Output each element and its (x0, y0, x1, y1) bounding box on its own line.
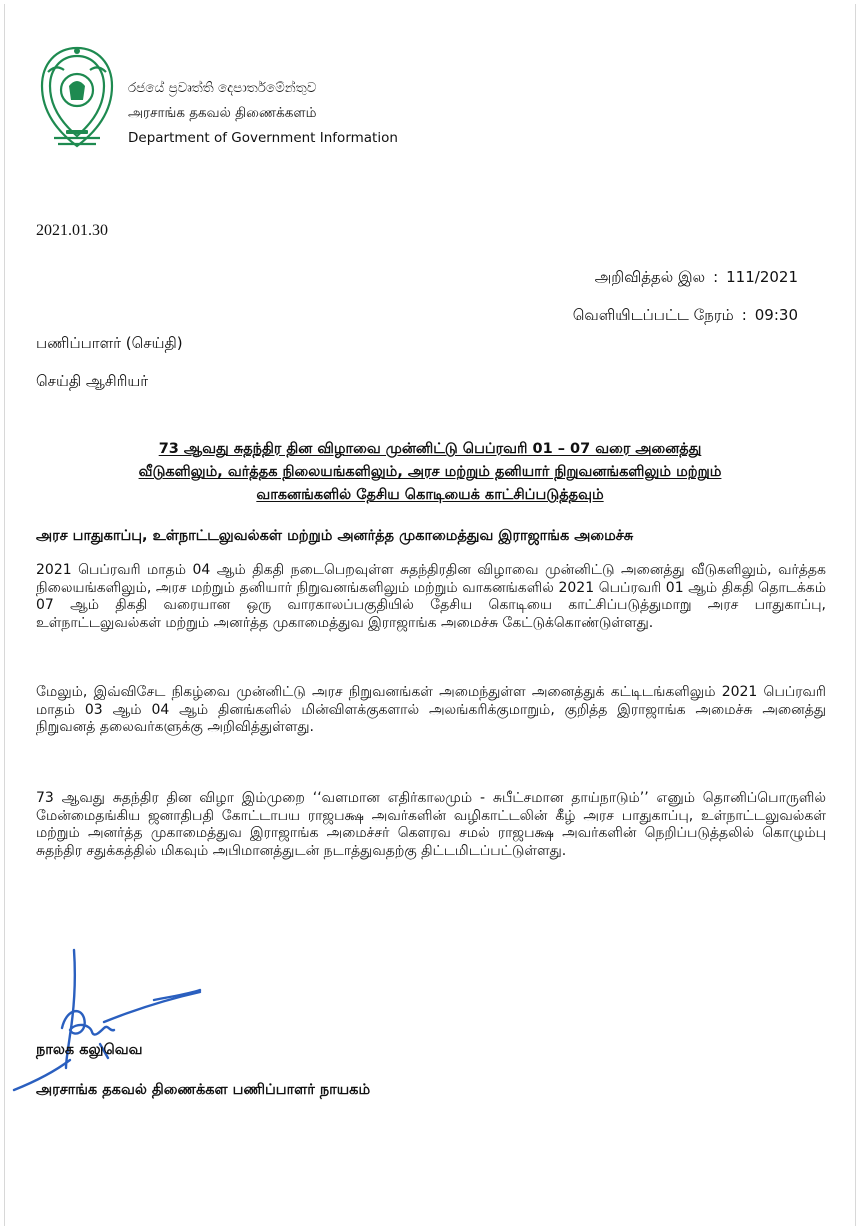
signer-name: நாலக கலுவெவ (36, 1042, 143, 1058)
department-name-sinhala: රජයේ ප්‍රවෘත්ති දෙපාර්තමේන්තුව (128, 80, 317, 96)
release-time-label: வெளியிடப்பட்ட நேரம் (572, 306, 734, 324)
signature-icon (4, 940, 204, 1100)
notice-number-value: 111/2021 (726, 268, 798, 286)
signer-title: அரசாங்க தகவல் திணைக்கள பணிப்பாளர் நாயகம் (36, 1082, 371, 1098)
title-line: 73 ஆவது சுதந்திர தின விழாவை முன்னிட்டு பெப்ரவரி 01 – 07 வரை அனைத்து (158, 441, 702, 457)
notice-number-row (573, 258, 798, 296)
ministry-heading: அரச பாதுகாப்பு, உள்நாட்டலுவல்கள் மற்றும் அனர்த்த முகாமைத்துவ இராஜாங்க அமைச்சு (36, 528, 634, 544)
notice-number-label: அறிவித்தல் இல (594, 268, 706, 286)
title-line: வீடுகளிலும், வர்த்தக நிலையங்களிலும், அரச மற்றும் தனியார் நிறுவனங்களிலும் மற்றும் (138, 464, 722, 480)
title-line: வாகனங்களில் தேசிய கொடியைக் காட்சிப்படுத்தவும் (256, 487, 604, 503)
addressee-director: பணிப்பாளர் (செய்தி) (36, 334, 183, 352)
release-time-value: 09:30 (754, 306, 798, 324)
time-separator: : (741, 306, 747, 324)
department-name-tamil: அரசாங்க தகவல் திணைக்களம் (128, 105, 317, 121)
paragraph-2: மேலும், இவ்விசேட நிகழ்வை முன்னிட்டு அரச நிறுவனங்கள் அமைந்துள்ள அனைத்துக் கட்டிடங்களிலும் 2021 பெப்ரவரி மாதம் 03 ஆம் 04 ஆம் தினங்களில் மின்விளக்குகளால் அலங்கரிக்குமாறும், குறித்த இராஜாங்க அமைச்சு அனைத்து நிறுவனத் தலைவர்களுக்கு அறிவித்துள்ளது. (36, 684, 826, 735)
department-name-english: Department of Government Information (128, 130, 398, 146)
reference-block (573, 258, 798, 334)
emblem-icon (36, 42, 118, 154)
paragraph-3: 73 ஆவது சுதந்திர தின விழா இம்முறை ‘‘வளமான எதிர்காலமும் - சுபீட்சமான தாய்நாடும்’’ எனும் தொனிப்பொருளில் மேன்மைதங்கிய ஜனாதிபதி கோட்டாபய ராஜபக்ஷ அவர்களின் வழிகாட்டலின் கீழ் அரச பாதுகாப்பு, உள்நாட்டலுவல்கள் மற்றும் அனர்த்த முகாமைத்துவ இராஜாங்க அமைச்சர் கௌரவ சமல் ராஜபக்ஷ அவர்களின் நெறிப்படுத்தலில் கொழும்பு சுதந்திர சதுக்கத்தில் மிகவும் அபிமானத்துடன் நடாத்துவதற்கு திட்டமிடப்பட்டுள்ளது. (36, 790, 826, 859)
release-time-row (573, 296, 798, 334)
document-date: 2021.01.30 (36, 222, 108, 239)
letterhead (128, 76, 398, 151)
notice-title (60, 438, 800, 507)
addressee-editor: செய்தி ஆசிரியர் (36, 372, 149, 390)
notice-separator: : (713, 268, 719, 286)
paragraph-1: 2021 பெப்ரவரி மாதம் 04 ஆம் திகதி நடைபெறவுள்ள சுதந்திரதின விழாவை முன்னிட்டு அனைத்து வீடுகளிலும், வர்த்தக நிலையங்களிலும், அரச மற்றும் தனியார் நிறுவனங்களிலும் மற்றும் வாகனங்களில் 2021 பெப்ரவரி 01 ஆம் திகதி தொடக்கம் 07 ஆம் திகதி வரையான ஒரு வாரகாலப்பகுதியில் தேசிய கொடியை காட்சிப்படுத்துமாறு அரச பாதுகாப்பு, உள்நாட்டலுவல்கள் மற்றும் அனர்த்த முகாமைத்துவ இராஜாங்க அமைச்சு கேட்டுக்கொண்டுள்ளது. (36, 562, 826, 631)
